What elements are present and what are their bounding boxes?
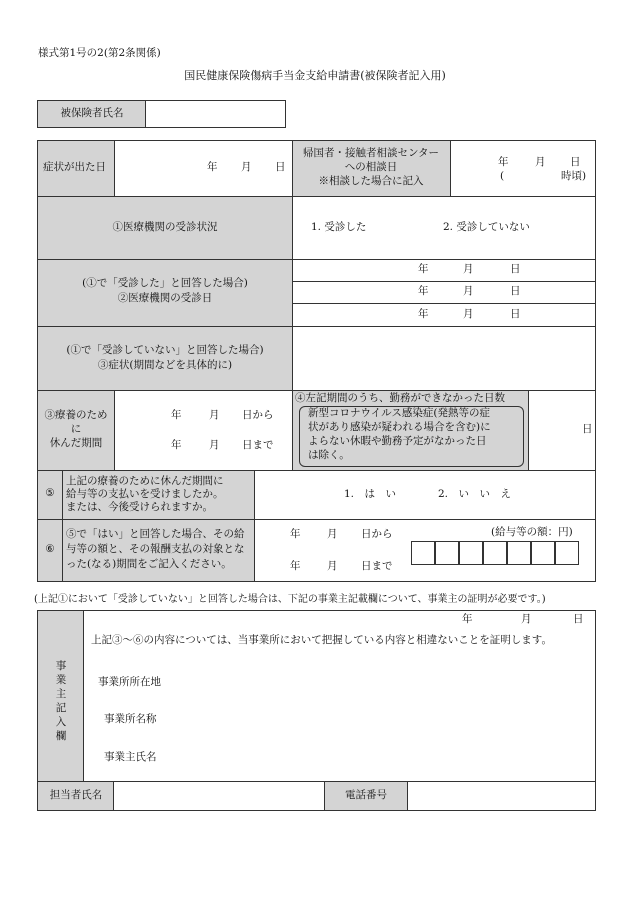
salary-amount-digit[interactable] [507,541,531,565]
symptom-date-label: 症状が出た日 [43,161,106,173]
phone-field[interactable] [409,782,595,810]
visit-status-label: ①医療機関の受診状況 [112,221,218,233]
salary-detail-number: ⑥ [45,543,55,555]
employer-section-label-cell [38,611,84,781]
employer-name-label: 事業所名称 [104,713,157,725]
salary-amount-digit[interactable] [459,541,483,565]
staff-label-cell [38,782,114,810]
main-form-table [37,140,596,582]
salary-question-line-2: 給与等の支払いを受けましたか。 [66,488,224,500]
visit-dates-label-1: (①で「受診した」と回答した場合) [82,277,248,289]
staff-label: 担当者氏名 [49,789,103,801]
salary-option-no[interactable]: 2. い い え [438,488,512,500]
employer-owner-label: 事業主氏名 [104,751,157,763]
salary-detail-line-2: 与等の額と、その報酬支払の対象とな [66,543,245,555]
visit-date-field-3[interactable]: 年 月 日 [418,308,521,320]
employer-address-label: 事業所所在地 [98,676,161,688]
salary-amount-digit[interactable] [555,541,579,565]
salary-amount-digit[interactable] [435,541,459,565]
salary-detail-line-1: ⑤で「はい」と回答した場合、その給 [66,528,245,540]
salary-amount-digit[interactable] [483,541,507,565]
work-unable-line-3: 状があり感染が疑われる場合を含む)に [308,421,491,433]
rest-period-label-3: 休んだ期間 [49,437,103,449]
consult-label-1: 帰国者・接触者相談センター [302,147,440,159]
salary-amount-label: (給与等の額：円) [491,526,573,538]
employer-entry-area[interactable]: 年 月 日 上記③～⑥の内容については、当事業所において把握している内容と相違ないことを証明します。 事業所所在地 事業所名称 事業主氏名 [91,613,584,763]
salary-question-line-1: 上記の療養のために休んだ期間に [66,475,224,487]
visit-date-field-1[interactable]: 年 月 日 [418,263,521,275]
employer-section [37,610,596,782]
rest-period-field[interactable]: 年 月 日から 年 月 日まで [171,409,274,451]
visit-option-yes[interactable]: 1. 受診した [311,221,367,233]
footer-row [37,781,596,811]
salary-period-field[interactable]: 年 月 日から 年 月 日まで [290,528,393,572]
symptom-date-field[interactable]: 年 月 日 [207,161,286,173]
salary-option-yes[interactable]: 1. は い [344,488,397,500]
staff-name-field[interactable] [115,782,324,810]
employer-note: (上記①において「受診していない」と回答した場合は、下記の事業主記載欄について、事業主の証明が必要です。) [34,594,546,605]
symptoms-field[interactable] [293,327,595,389]
consult-label-2: への相談日 [344,161,398,173]
salary-question-line-3: または、今後受けられますか。 [66,501,213,513]
consult-date-field[interactable]: 年 月 日 ( 時頃) [498,156,587,182]
salary-number: ⑤ [45,487,55,499]
employer-section-label: 事業主記入欄 [55,660,67,742]
phone-label-cell [324,782,408,810]
consult-label-3: ※相談した場合に記入 [318,175,424,187]
salary-detail-line-3: った(なる)期間をご記入ください。 [66,558,232,570]
salary-amount-digit[interactable] [411,541,435,565]
work-unable-line-2: 新型コロナウイルス感染症(発熱等の症 [308,407,490,419]
salary-amount-digit[interactable] [531,541,555,565]
insured-name-label: 被保険者氏名 [60,107,124,119]
work-unable-line-4: よらない休暇や勤務予定がなかった日 [308,435,487,447]
insured-name-label-cell [38,101,146,127]
visit-date-field-2[interactable]: 年 月 日 [418,285,521,297]
phone-label: 電話番号 [345,789,387,801]
visit-dates-label-2: ②医療機関の受診日 [117,292,213,304]
form-number: 様式第1号の2(第2条関係) [38,47,161,59]
rest-period-label-1: ③療養のため [44,409,108,421]
form-title: 国民健康保険傷病手当金支給申請書(被保険者記入用) [184,69,446,82]
insured-name-field[interactable] [147,101,285,127]
insured-name-box [37,100,286,128]
work-unable-days-field[interactable]: 日 [582,423,593,435]
visit-option-no[interactable]: 2. 受診していない [443,221,530,233]
rest-period-label-2: に [70,423,82,435]
symptoms-label-1: (①で「受診していない」と回答した場合) [66,344,264,356]
employer-certify-text: 上記③～⑥の内容については、当事業所において把握している内容と相違ないことを証明します。 [91,634,552,646]
work-unable-title: ④左記期間のうち、勤務ができなかった日数 [295,392,505,404]
work-unable-line-5: は除く。 [308,449,350,461]
symptoms-label-2: ③症状(期間などを具体的に) [97,359,233,371]
